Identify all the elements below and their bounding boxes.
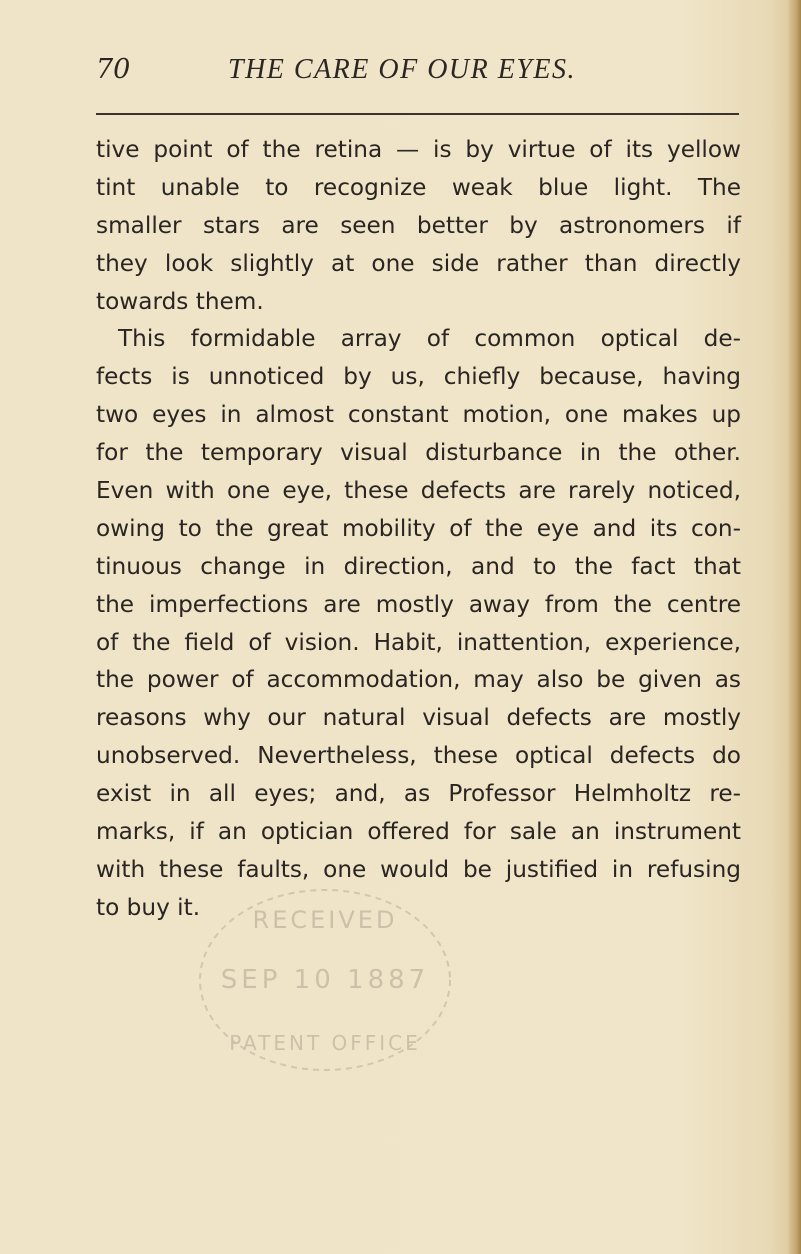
text-line: two eyes in almost constant motion, one makes up bbox=[96, 401, 741, 429]
text-line: exist in all eyes; and, as Professor Helmholtz re- bbox=[96, 780, 741, 808]
running-head bbox=[96, 54, 741, 94]
received-stamp bbox=[175, 870, 475, 1100]
text-line: fects is unnoticed by us, chiefly because, having bbox=[96, 363, 741, 391]
text-line: the imperfections are mostly away from the centre bbox=[96, 590, 741, 618]
text-line: with these faults, one would be justified in refusing bbox=[96, 855, 741, 883]
header-rule bbox=[96, 113, 739, 115]
running-title: THE CARE OF OUR EYES. bbox=[228, 54, 577, 85]
text-line: tive point of the retina — is by virtue of its yellow bbox=[96, 136, 741, 163]
text-line: tinuous change in direction, and to the fact that bbox=[96, 552, 741, 580]
text-line: unobserved. Nevertheless, these optical defects do bbox=[96, 742, 741, 770]
stamp-text-bottom: PATENT OFFICE bbox=[229, 1031, 421, 1055]
text-line: tint unable to recognize weak blue light. The bbox=[96, 173, 741, 201]
stamp-text-top: RECEIVED bbox=[252, 906, 398, 934]
page-edge-shadow bbox=[787, 0, 801, 1254]
text-line: to buy it. bbox=[96, 893, 201, 921]
text-line: Even with one eye, these defects are rarely noticed, bbox=[96, 477, 741, 505]
text-line: This formidable array of common optical de- bbox=[118, 325, 741, 353]
text-line: towards them. bbox=[96, 287, 264, 315]
page-number: 70 bbox=[96, 54, 131, 85]
text-line: owing to the great mobility of the eye and its con- bbox=[96, 514, 741, 542]
text-line: of the field of vision. Habit, inattention, experience, bbox=[96, 628, 741, 656]
text-line: reasons why our natural visual defects are mostly bbox=[96, 704, 741, 732]
text-line: they look slightly at one side rather than directly bbox=[96, 249, 741, 277]
text-line: the power of accommodation, may also be given as bbox=[96, 666, 741, 694]
body-text bbox=[96, 131, 741, 927]
text-line: marks, if an optician offered for sale an instrument bbox=[96, 818, 741, 846]
text-line: smaller stars are seen better by astronomers if bbox=[96, 211, 741, 239]
stamp-text-middle: SEP 10 1887 bbox=[220, 965, 430, 995]
text-line: for the temporary visual disturbance in the other. bbox=[96, 439, 741, 467]
